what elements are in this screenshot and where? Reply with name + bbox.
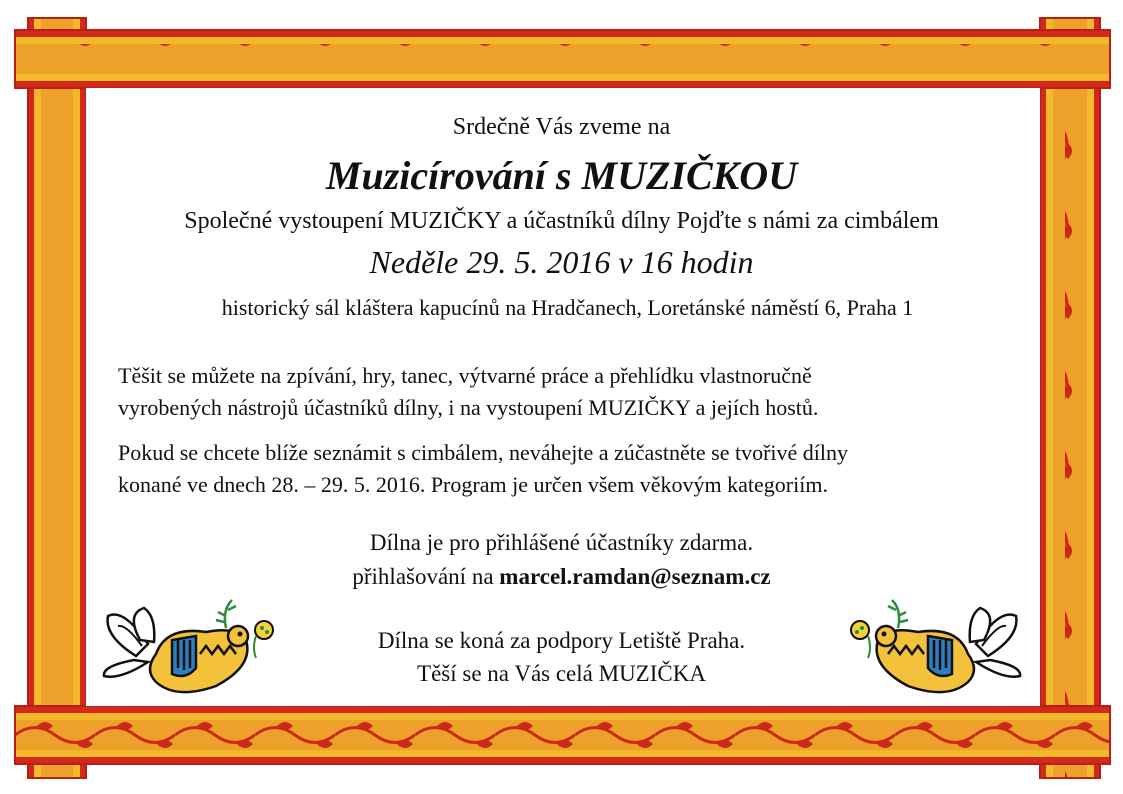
registration-email[interactable]: marcel.ramdan@seznam.cz — [499, 564, 771, 589]
program-line-1: Těšit se můžete na zpívání, hry, tanec, výtvarné práce a přehlídku vlastnoručně — [118, 363, 812, 388]
bottom-border — [15, 702, 1110, 764]
program-line-2: vyrobených nástrojů účastníků dílny, i na vystoupení MUZIČKY a jejích hostů. — [118, 395, 819, 420]
event-date: Neděle 29. 5. 2016 v 16 hodin — [369, 244, 754, 280]
event-subtitle: Společné vystoupení MUZIČKY a účastníků dílny Pojďte s námi za cimbálem — [184, 208, 939, 234]
event-title: Muzicírování s MUZIČKOU — [325, 153, 798, 198]
folk-bird-icon — [96, 596, 286, 702]
program-paragraph — [118, 360, 1018, 424]
workshop-line-2: konané ve dnech 28. – 29. 5. 2016. Program je určen všem věkovým kategoriím. — [118, 472, 828, 497]
registration-line — [0, 564, 1123, 590]
free-note: Dílna je pro přihlášené účastníky zdarma. — [369, 530, 754, 555]
workshop-line-1: Pokud se chcete blíže seznámit s cimbálem, neváhejte a zúčastněte se tvořivé dílny — [118, 440, 849, 465]
closing-note: Těší se na Vás celá MUZIČKA — [417, 661, 706, 686]
greeting: Srdečně Vás zveme na — [452, 114, 671, 140]
top-border — [15, 14, 1110, 88]
event-venue: historický sál kláštera kapucínů na Hradčanech, Loretánské náměstí 6, Praha 1 — [221, 295, 914, 320]
workshop-paragraph — [118, 437, 1018, 501]
folk-bird-icon — [838, 596, 1028, 702]
sponsor-note: Dílna se koná za podpory Letiště Praha. — [377, 628, 746, 653]
registration-label: přihlašování na — [352, 564, 500, 589]
